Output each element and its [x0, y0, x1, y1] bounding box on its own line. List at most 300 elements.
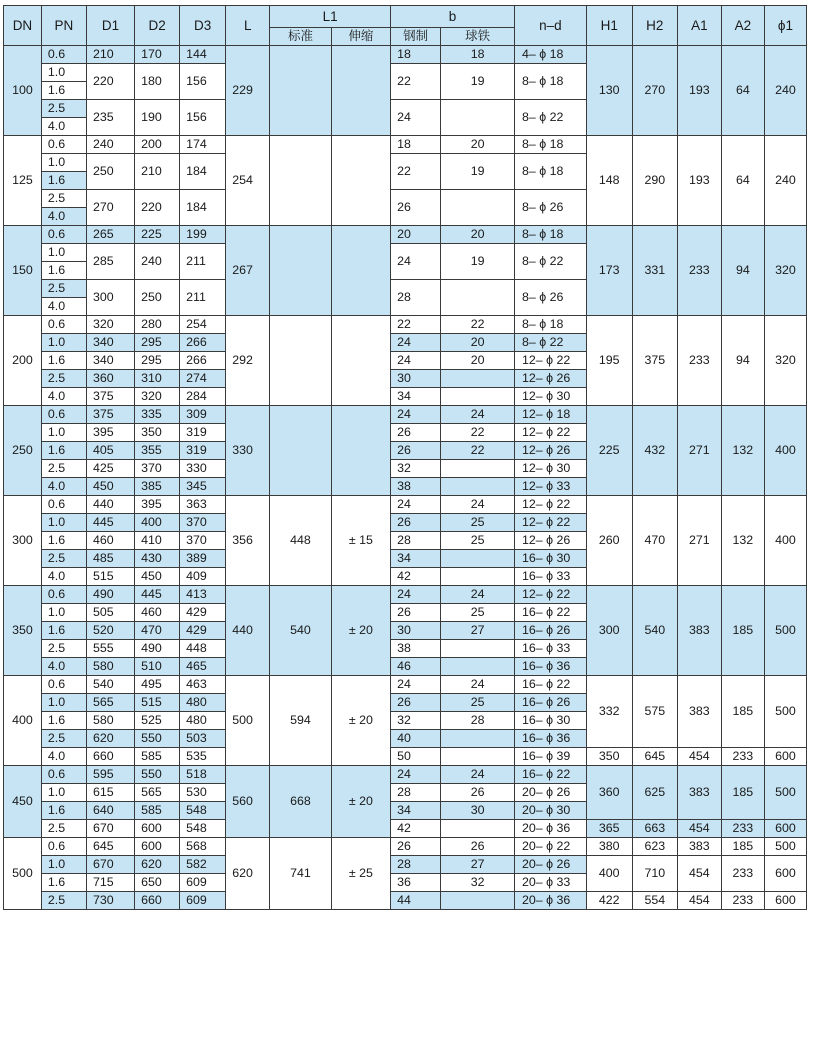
d2-cell: 510 — [135, 658, 180, 676]
a1-cell: 383 — [677, 676, 721, 748]
d3-cell: 448 — [180, 640, 226, 658]
a1-cell: 233 — [677, 316, 721, 406]
b-iron-cell: 20 — [441, 226, 515, 244]
l1-telescopic-cell: ± 20 — [331, 586, 390, 676]
nd-cell: 8– ϕ 22 — [515, 244, 587, 280]
table-row — [4, 136, 807, 154]
d1-cell: 615 — [86, 784, 134, 802]
a2-cell: 64 — [721, 46, 764, 136]
nd-cell: 16– ϕ 33 — [515, 568, 587, 586]
d3-cell: 254 — [180, 316, 226, 334]
h2-cell: 470 — [632, 496, 677, 586]
d3-cell: 609 — [180, 874, 226, 892]
d1-cell: 485 — [86, 550, 134, 568]
nd-cell: 20– ϕ 36 — [515, 820, 587, 838]
pn-cell: 0.6 — [41, 316, 86, 334]
table-row — [4, 766, 807, 784]
col-d3: D3 — [180, 6, 226, 46]
pn-cell: 4.0 — [41, 748, 86, 766]
d1-cell: 425 — [86, 460, 134, 478]
d3-cell: 266 — [180, 334, 226, 352]
pn-cell: 1.0 — [41, 694, 86, 712]
d1-cell: 660 — [86, 748, 134, 766]
d1-cell: 640 — [86, 802, 134, 820]
h1-cell: 400 — [586, 856, 632, 892]
d2-cell: 400 — [135, 514, 180, 532]
b-iron-cell: 25 — [441, 514, 515, 532]
b-steel-cell: 20 — [391, 226, 441, 244]
d1-cell: 730 — [86, 892, 134, 910]
l-cell: 356 — [226, 496, 270, 586]
d1-cell: 235 — [86, 100, 134, 136]
l-cell: 500 — [226, 676, 270, 766]
h2-cell: 270 — [632, 46, 677, 136]
d2-cell: 190 — [135, 100, 180, 136]
d1-cell: 270 — [86, 190, 134, 226]
b-steel-cell: 42 — [391, 820, 441, 838]
l-cell: 267 — [226, 226, 270, 316]
d1-cell: 240 — [86, 136, 134, 154]
b-iron-cell: 27 — [441, 622, 515, 640]
nd-cell: 12– ϕ 26 — [515, 442, 587, 460]
l1-telescopic-cell: ± 20 — [331, 766, 390, 838]
d2-cell: 410 — [135, 532, 180, 550]
d1-cell: 395 — [86, 424, 134, 442]
d1-cell: 520 — [86, 622, 134, 640]
phi1-cell: 600 — [764, 748, 806, 766]
d2-cell: 650 — [135, 874, 180, 892]
pn-cell: 1.0 — [41, 334, 86, 352]
phi1-cell: 320 — [764, 316, 806, 406]
h1-cell: 173 — [586, 226, 632, 316]
h1-cell: 260 — [586, 496, 632, 586]
pn-cell: 4.0 — [41, 118, 86, 136]
phi1-cell: 400 — [764, 406, 806, 496]
pn-cell: 4.0 — [41, 658, 86, 676]
b-steel-cell: 42 — [391, 568, 441, 586]
d3-cell: 211 — [180, 280, 226, 316]
pn-cell: 1.6 — [41, 532, 86, 550]
col-d2: D2 — [135, 6, 180, 46]
d3-cell: 156 — [180, 100, 226, 136]
nd-cell: 20– ϕ 22 — [515, 838, 587, 856]
a2-cell: 185 — [721, 766, 764, 820]
b-steel-cell: 24 — [391, 100, 441, 136]
b-steel-cell: 38 — [391, 640, 441, 658]
d2-cell: 565 — [135, 784, 180, 802]
d1-cell: 515 — [86, 568, 134, 586]
table-row — [4, 892, 807, 910]
d2-cell: 385 — [135, 478, 180, 496]
a2-cell: 94 — [721, 316, 764, 406]
d2-cell: 660 — [135, 892, 180, 910]
d1-cell: 440 — [86, 496, 134, 514]
b-steel-cell: 22 — [391, 64, 441, 100]
d2-cell: 550 — [135, 766, 180, 784]
d1-cell: 670 — [86, 820, 134, 838]
pn-cell: 1.6 — [41, 262, 86, 280]
nd-cell: 12– ϕ 33 — [515, 478, 587, 496]
h2-cell: 540 — [632, 586, 677, 676]
b-iron-cell: 30 — [441, 802, 515, 820]
pn-cell: 4.0 — [41, 388, 86, 406]
nd-cell: 16– ϕ 39 — [515, 748, 587, 766]
h2-cell: 432 — [632, 406, 677, 496]
col-h2: H2 — [632, 6, 677, 46]
a1-cell: 454 — [677, 892, 721, 910]
b-steel-cell: 26 — [391, 694, 441, 712]
b-iron-cell: 25 — [441, 532, 515, 550]
d1-cell: 250 — [86, 154, 134, 190]
b-steel-cell: 30 — [391, 622, 441, 640]
b-steel-cell: 26 — [391, 604, 441, 622]
phi1-cell: 320 — [764, 226, 806, 316]
l1-standard-cell — [270, 226, 331, 316]
phi1-cell: 240 — [764, 136, 806, 226]
l-cell: 620 — [226, 838, 270, 910]
d3-cell: 429 — [180, 604, 226, 622]
d2-cell: 350 — [135, 424, 180, 442]
l1-telescopic-cell — [331, 316, 390, 406]
d2-cell: 280 — [135, 316, 180, 334]
pn-cell: 0.6 — [41, 496, 86, 514]
h1-cell: 332 — [586, 676, 632, 748]
col-nd: n–d — [515, 6, 587, 46]
a2-cell: 185 — [721, 586, 764, 676]
l1-standard-cell — [270, 406, 331, 496]
pn-cell: 2.5 — [41, 730, 86, 748]
nd-cell: 12– ϕ 22 — [515, 586, 587, 604]
dn-cell: 350 — [4, 586, 42, 676]
nd-cell: 8– ϕ 18 — [515, 136, 587, 154]
col-phi1: ϕ1 — [764, 6, 806, 46]
b-steel-cell: 26 — [391, 190, 441, 226]
h1-cell: 195 — [586, 316, 632, 406]
pn-cell: 0.6 — [41, 766, 86, 784]
pn-cell: 2.5 — [41, 190, 86, 208]
pn-cell: 2.5 — [41, 460, 86, 478]
d2-cell: 470 — [135, 622, 180, 640]
h2-cell: 625 — [632, 766, 677, 820]
a2-cell: 94 — [721, 226, 764, 316]
nd-cell: 12– ϕ 26 — [515, 370, 587, 388]
d3-cell: 568 — [180, 838, 226, 856]
a2-cell: 185 — [721, 838, 764, 856]
b-steel-cell: 24 — [391, 352, 441, 370]
b-iron-cell: 24 — [441, 676, 515, 694]
h1-cell: 422 — [586, 892, 632, 910]
b-steel-cell: 34 — [391, 388, 441, 406]
pn-cell: 0.6 — [41, 226, 86, 244]
d2-cell: 585 — [135, 802, 180, 820]
b-steel-cell: 30 — [391, 370, 441, 388]
dn-cell: 125 — [4, 136, 42, 226]
h1-cell: 365 — [586, 820, 632, 838]
b-iron-cell: 20 — [441, 352, 515, 370]
b-iron-cell — [441, 100, 515, 136]
d2-cell: 430 — [135, 550, 180, 568]
d3-cell: 609 — [180, 892, 226, 910]
dn-cell: 100 — [4, 46, 42, 136]
d3-cell: 284 — [180, 388, 226, 406]
d1-cell: 450 — [86, 478, 134, 496]
nd-cell: 12– ϕ 26 — [515, 532, 587, 550]
d3-cell: 345 — [180, 478, 226, 496]
a1-cell: 383 — [677, 766, 721, 820]
nd-cell: 20– ϕ 33 — [515, 874, 587, 892]
b-steel-cell: 24 — [391, 766, 441, 784]
b-iron-cell: 22 — [441, 424, 515, 442]
nd-cell: 12– ϕ 30 — [515, 388, 587, 406]
b-steel-cell: 24 — [391, 676, 441, 694]
pn-cell: 1.0 — [41, 64, 86, 82]
col-pn: PN — [41, 6, 86, 46]
nd-cell: 16– ϕ 26 — [515, 622, 587, 640]
d1-cell: 540 — [86, 676, 134, 694]
l1-standard-cell: 448 — [270, 496, 331, 586]
l-cell: 330 — [226, 406, 270, 496]
phi1-cell: 600 — [764, 856, 806, 892]
phi1-cell: 400 — [764, 496, 806, 586]
pn-cell: 0.6 — [41, 46, 86, 64]
nd-cell: 12– ϕ 22 — [515, 352, 587, 370]
dn-cell: 200 — [4, 316, 42, 406]
b-steel-cell: 34 — [391, 802, 441, 820]
h2-cell: 375 — [632, 316, 677, 406]
d2-cell: 210 — [135, 154, 180, 190]
a2-cell: 233 — [721, 820, 764, 838]
pn-cell: 4.0 — [41, 208, 86, 226]
d1-cell: 375 — [86, 388, 134, 406]
pn-cell: 1.6 — [41, 802, 86, 820]
d3-cell: 503 — [180, 730, 226, 748]
l1-standard-cell: 594 — [270, 676, 331, 766]
dn-cell: 500 — [4, 838, 42, 910]
d2-cell: 310 — [135, 370, 180, 388]
nd-cell: 8– ϕ 18 — [515, 226, 587, 244]
table-row — [4, 676, 807, 694]
d1-cell: 580 — [86, 712, 134, 730]
b-iron-cell: 20 — [441, 136, 515, 154]
b-steel-cell: 24 — [391, 496, 441, 514]
b-iron-cell: 25 — [441, 694, 515, 712]
d3-cell: 582 — [180, 856, 226, 874]
pn-cell: 1.0 — [41, 856, 86, 874]
b-iron-cell: 27 — [441, 856, 515, 874]
b-steel-cell: 26 — [391, 838, 441, 856]
b-steel-cell: 36 — [391, 874, 441, 892]
pn-cell: 1.0 — [41, 244, 86, 262]
a2-cell: 233 — [721, 748, 764, 766]
pn-cell: 2.5 — [41, 640, 86, 658]
h1-cell: 380 — [586, 838, 632, 856]
table-row — [4, 226, 807, 244]
a2-cell: 233 — [721, 892, 764, 910]
a2-cell: 185 — [721, 676, 764, 748]
b-iron-cell: 26 — [441, 784, 515, 802]
b-steel-cell: 44 — [391, 892, 441, 910]
l-cell: 229 — [226, 46, 270, 136]
h2-cell: 554 — [632, 892, 677, 910]
b-iron-cell — [441, 640, 515, 658]
b-iron-cell — [441, 658, 515, 676]
l1-standard-cell: 741 — [270, 838, 331, 910]
dn-cell: 250 — [4, 406, 42, 496]
d2-cell: 240 — [135, 244, 180, 280]
l1-telescopic-cell — [331, 46, 390, 136]
nd-cell: 12– ϕ 22 — [515, 424, 587, 442]
h2-cell: 290 — [632, 136, 677, 226]
d2-cell: 550 — [135, 730, 180, 748]
d1-cell: 340 — [86, 352, 134, 370]
table-row — [4, 406, 807, 424]
b-iron-cell: 19 — [441, 244, 515, 280]
d1-cell: 340 — [86, 334, 134, 352]
d1-cell: 670 — [86, 856, 134, 874]
d2-cell: 355 — [135, 442, 180, 460]
col-l1-telescopic: 伸缩 — [331, 28, 390, 46]
nd-cell: 4– ϕ 18 — [515, 46, 587, 64]
d2-cell: 515 — [135, 694, 180, 712]
col-b: b — [391, 6, 515, 28]
pn-cell: 4.0 — [41, 298, 86, 316]
nd-cell: 12– ϕ 30 — [515, 460, 587, 478]
h1-cell: 148 — [586, 136, 632, 226]
d3-cell: 211 — [180, 244, 226, 280]
d1-cell: 210 — [86, 46, 134, 64]
h2-cell: 710 — [632, 856, 677, 892]
d3-cell: 530 — [180, 784, 226, 802]
d3-cell: 330 — [180, 460, 226, 478]
b-steel-cell: 26 — [391, 424, 441, 442]
nd-cell: 12– ϕ 22 — [515, 496, 587, 514]
h2-cell: 623 — [632, 838, 677, 856]
l1-standard-cell — [270, 136, 331, 226]
a2-cell: 132 — [721, 406, 764, 496]
b-iron-cell — [441, 820, 515, 838]
table-row — [4, 838, 807, 856]
d1-cell: 565 — [86, 694, 134, 712]
h2-cell: 575 — [632, 676, 677, 748]
dn-cell: 300 — [4, 496, 42, 586]
dn-cell: 150 — [4, 226, 42, 316]
d3-cell: 548 — [180, 820, 226, 838]
b-iron-cell: 26 — [441, 838, 515, 856]
b-iron-cell: 22 — [441, 442, 515, 460]
b-iron-cell: 24 — [441, 766, 515, 784]
l-cell: 292 — [226, 316, 270, 406]
table-body — [4, 46, 807, 910]
a2-cell: 64 — [721, 136, 764, 226]
d2-cell: 460 — [135, 604, 180, 622]
d3-cell: 184 — [180, 190, 226, 226]
b-steel-cell: 50 — [391, 748, 441, 766]
d3-cell: 266 — [180, 352, 226, 370]
nd-cell: 16– ϕ 26 — [515, 694, 587, 712]
d3-cell: 409 — [180, 568, 226, 586]
d3-cell: 535 — [180, 748, 226, 766]
nd-cell: 12– ϕ 22 — [515, 514, 587, 532]
phi1-cell: 600 — [764, 820, 806, 838]
d1-cell: 555 — [86, 640, 134, 658]
b-iron-cell: 22 — [441, 316, 515, 334]
pn-cell: 4.0 — [41, 568, 86, 586]
b-steel-cell: 46 — [391, 658, 441, 676]
a1-cell: 233 — [677, 226, 721, 316]
d2-cell: 395 — [135, 496, 180, 514]
pn-cell: 1.6 — [41, 82, 86, 100]
d1-cell: 460 — [86, 532, 134, 550]
l1-standard-cell: 540 — [270, 586, 331, 676]
table-header — [4, 6, 807, 46]
col-l1-standard: 标准 — [270, 28, 331, 46]
d3-cell: 274 — [180, 370, 226, 388]
nd-cell: 20– ϕ 26 — [515, 856, 587, 874]
d2-cell: 600 — [135, 838, 180, 856]
d3-cell: 363 — [180, 496, 226, 514]
dn-cell: 400 — [4, 676, 42, 766]
a1-cell: 271 — [677, 406, 721, 496]
a1-cell: 454 — [677, 856, 721, 892]
d1-cell: 595 — [86, 766, 134, 784]
pn-cell: 0.6 — [41, 586, 86, 604]
b-iron-cell: 24 — [441, 496, 515, 514]
pn-cell: 2.5 — [41, 100, 86, 118]
l1-standard-cell: 668 — [270, 766, 331, 838]
phi1-cell: 500 — [764, 838, 806, 856]
d3-cell: 480 — [180, 694, 226, 712]
d3-cell: 548 — [180, 802, 226, 820]
d2-cell: 320 — [135, 388, 180, 406]
b-iron-cell — [441, 550, 515, 568]
a1-cell: 454 — [677, 748, 721, 766]
pn-cell: 0.6 — [41, 838, 86, 856]
d1-cell: 375 — [86, 406, 134, 424]
table-row — [4, 496, 807, 514]
b-steel-cell: 24 — [391, 334, 441, 352]
b-steel-cell: 28 — [391, 532, 441, 550]
pn-cell: 2.5 — [41, 892, 86, 910]
b-iron-cell — [441, 748, 515, 766]
phi1-cell: 500 — [764, 586, 806, 676]
d3-cell: 480 — [180, 712, 226, 730]
pn-cell: 2.5 — [41, 280, 86, 298]
l-cell: 560 — [226, 766, 270, 838]
d3-cell: 389 — [180, 550, 226, 568]
col-b-steel: 钢制 — [391, 28, 441, 46]
pn-cell: 0.6 — [41, 676, 86, 694]
valve-dimension-table — [3, 5, 807, 910]
b-steel-cell: 28 — [391, 856, 441, 874]
b-steel-cell: 26 — [391, 442, 441, 460]
l1-telescopic-cell: ± 15 — [331, 496, 390, 586]
b-iron-cell: 24 — [441, 406, 515, 424]
col-a1: A1 — [677, 6, 721, 46]
nd-cell: 12– ϕ 18 — [515, 406, 587, 424]
d1-cell: 620 — [86, 730, 134, 748]
d3-cell: 319 — [180, 442, 226, 460]
l-cell: 440 — [226, 586, 270, 676]
table-row — [4, 46, 807, 64]
b-steel-cell: 18 — [391, 136, 441, 154]
d3-cell: 370 — [180, 532, 226, 550]
nd-cell: 8– ϕ 18 — [515, 154, 587, 190]
nd-cell: 8– ϕ 26 — [515, 190, 587, 226]
d3-cell: 413 — [180, 586, 226, 604]
l1-telescopic-cell — [331, 136, 390, 226]
d3-cell: 184 — [180, 154, 226, 190]
b-iron-cell: 18 — [441, 46, 515, 64]
